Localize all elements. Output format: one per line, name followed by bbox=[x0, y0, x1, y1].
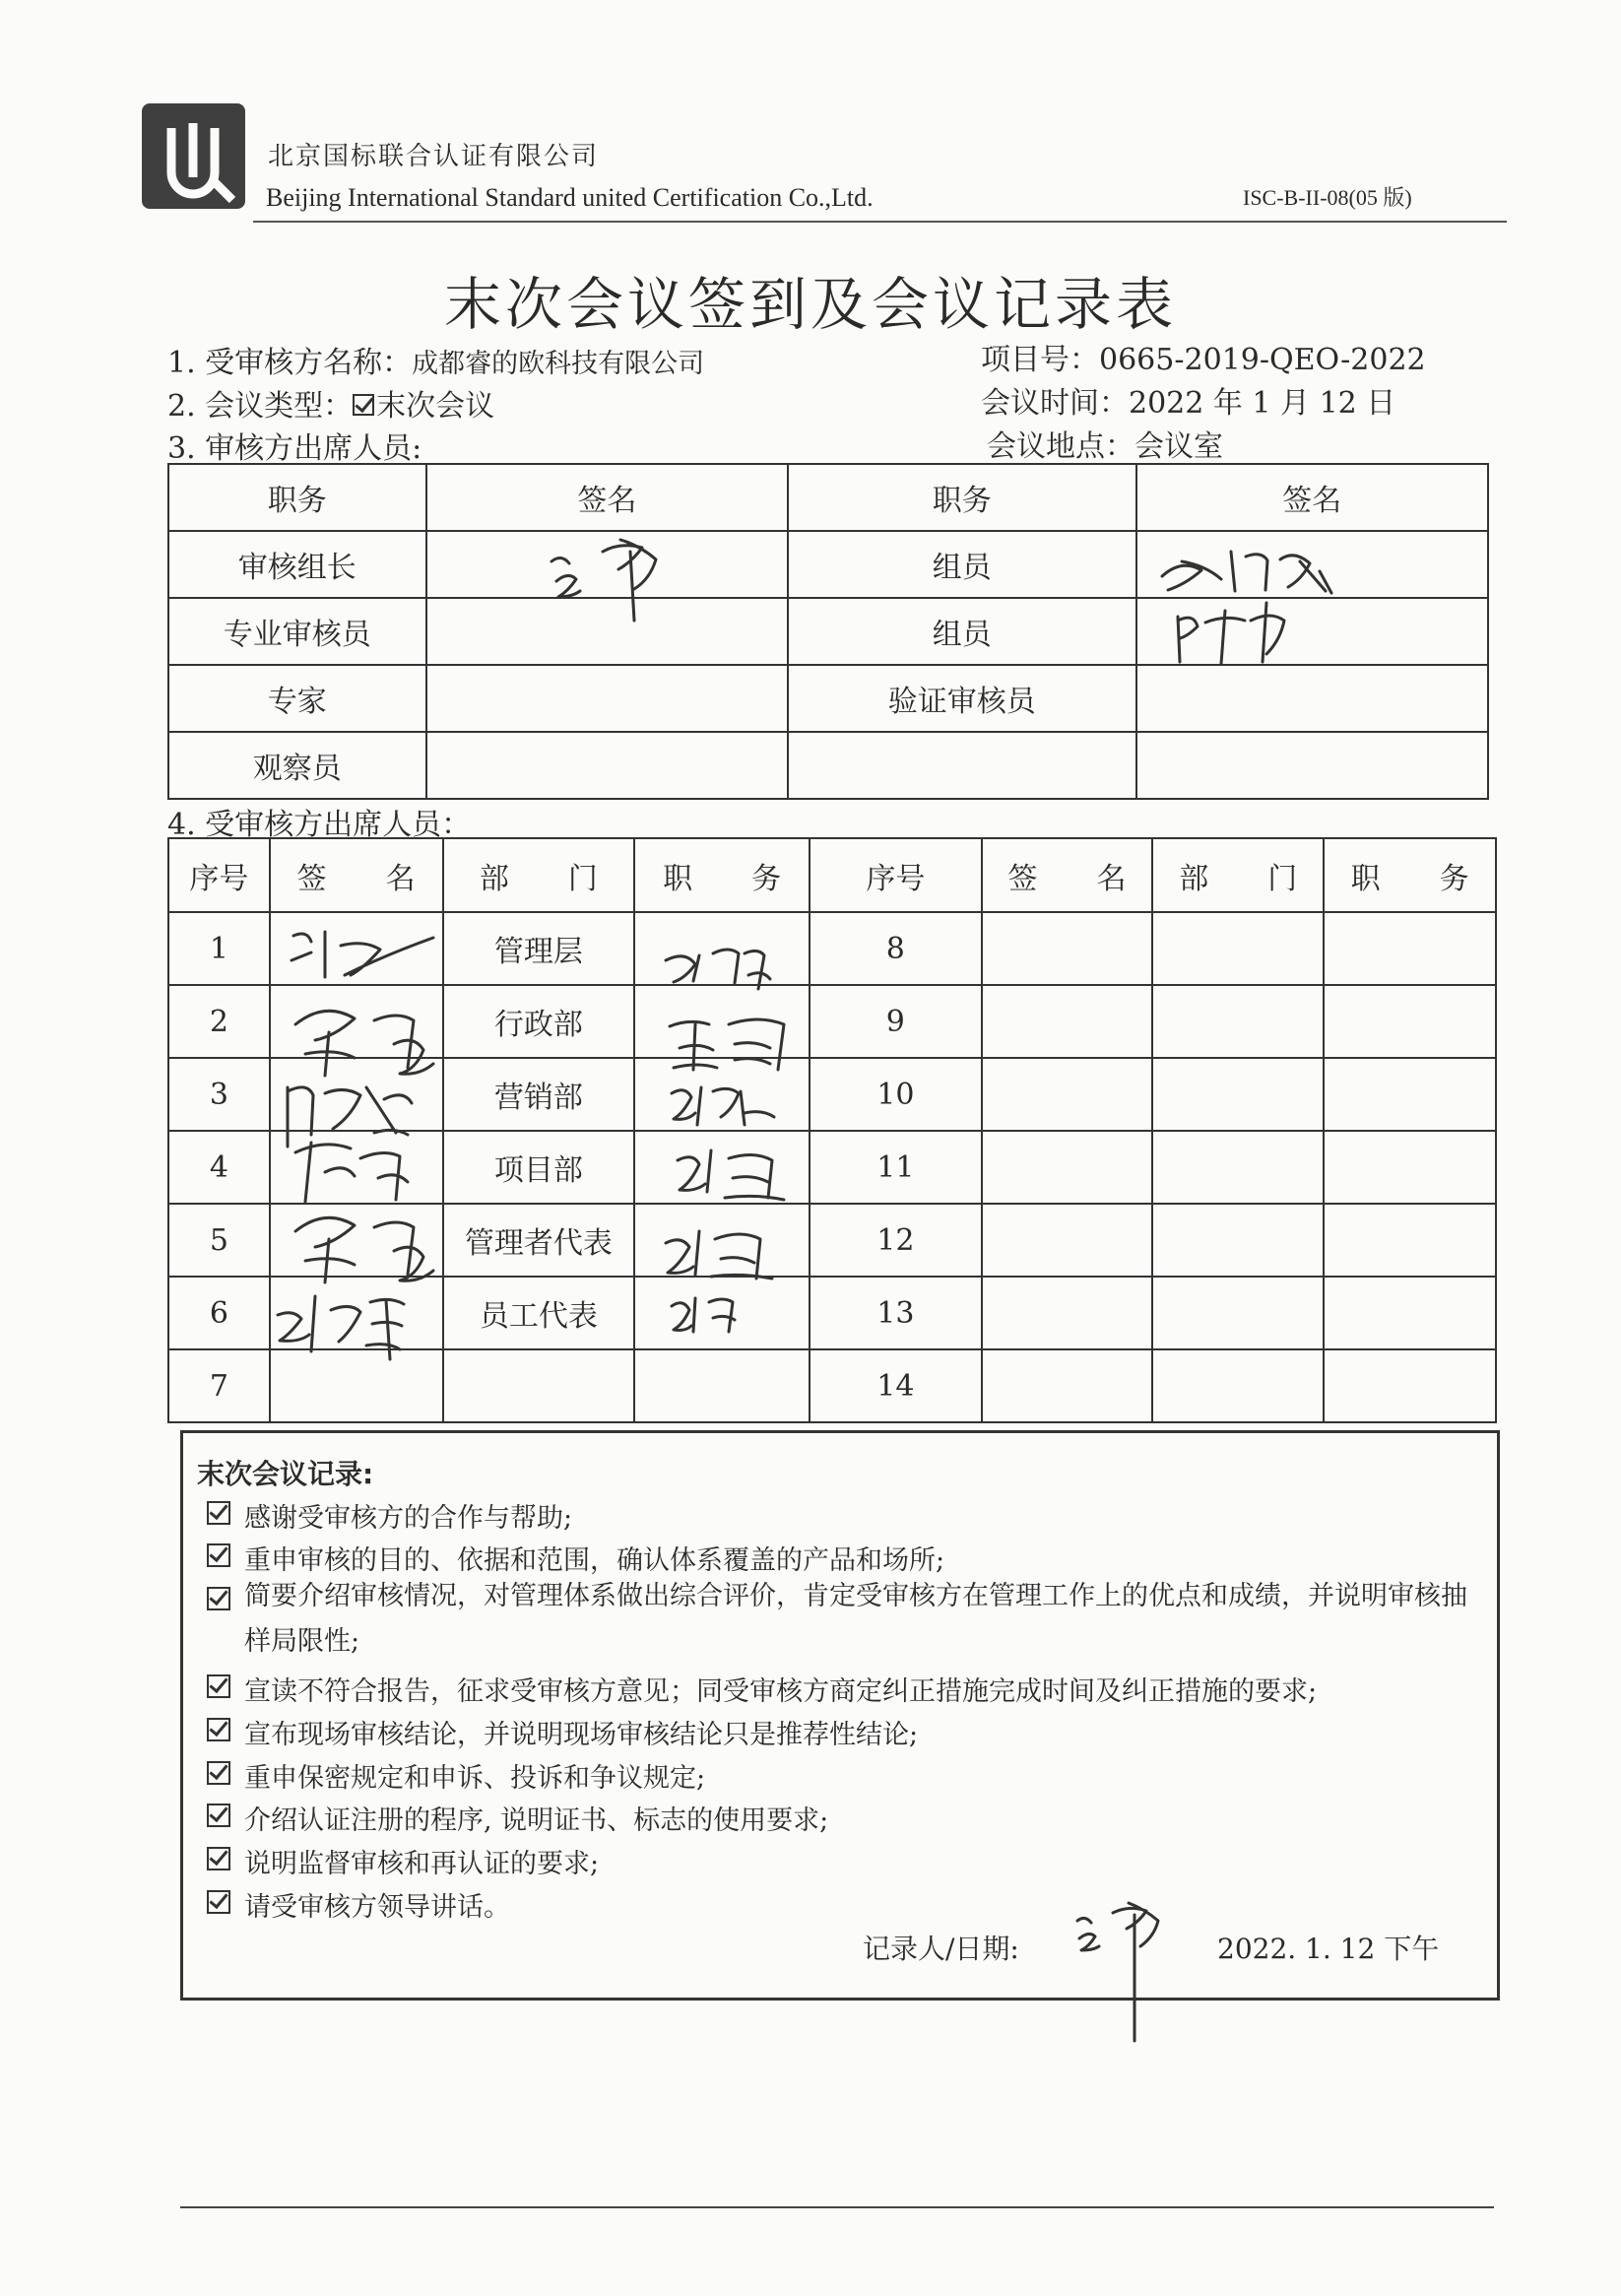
signature-row-2 bbox=[295, 1011, 433, 1076]
role-cell: 组员 bbox=[788, 598, 1135, 665]
header-cell: 序号 bbox=[168, 838, 270, 912]
header-cell: 职务 bbox=[788, 464, 1135, 531]
auditee-label: 1. 受审核方名称： bbox=[167, 346, 413, 380]
department-cell: 营销部 bbox=[443, 1058, 635, 1131]
recorder-date: 2022. 1. 12 下午 bbox=[1217, 1933, 1440, 1965]
auditee-value: 成都睿的欧科技有限公司 bbox=[412, 349, 705, 379]
position-sig-1 bbox=[666, 950, 770, 989]
seq-cell: 13 bbox=[810, 1277, 982, 1349]
department-cell: 员工代表 bbox=[443, 1277, 635, 1349]
record-item-text: 宣布现场审核结论，并说明现场审核结论只是推荐性结论; bbox=[244, 1720, 919, 1750]
seq-cell: 7 bbox=[168, 1349, 270, 1422]
signature-row-3 bbox=[288, 1087, 412, 1147]
department-cell: 管理者代表 bbox=[443, 1204, 635, 1277]
meeting-place-label: 会议地点： bbox=[987, 429, 1135, 464]
seq-cell: 2 bbox=[168, 985, 270, 1058]
record-item-text: 感谢受审核方的合作与帮助; bbox=[244, 1503, 573, 1534]
signature-row-1 bbox=[292, 932, 433, 977]
header-cell: 职务 bbox=[168, 464, 426, 531]
record-item-text: 简要介绍审核情况，对管理体系做出综合评价，肯定受审核方在管理工作上的优点和成绩，并说明审核抽样局限性; bbox=[244, 1581, 1467, 1657]
position-sig-2 bbox=[670, 1019, 784, 1070]
header-cell: 职 务 bbox=[1324, 838, 1496, 912]
header-cell: 签名 bbox=[426, 464, 788, 531]
header-cell: 签 名 bbox=[270, 838, 443, 912]
meeting-type-label: 2. 会议类型： bbox=[167, 389, 354, 424]
seq-cell: 4 bbox=[168, 1131, 270, 1204]
signature-member-2 bbox=[1178, 603, 1284, 664]
company-name-cn: 北京国标联合认证有限公司 bbox=[268, 142, 600, 171]
meeting-type-value: 末次会议 bbox=[376, 389, 495, 424]
seq-cell: 14 bbox=[810, 1349, 982, 1422]
position-sig-3 bbox=[672, 1087, 774, 1125]
record-item-text: 宣读不符合报告，征求受审核方意见；同受审核方商定纠正措施完成时间及纠正措施的要求; bbox=[244, 1676, 1318, 1707]
auditor-attendees-label: 3. 审核方出席人员: bbox=[167, 431, 422, 466]
company-name-en: Beijing International Standard united Certification Co.,Ltd. bbox=[266, 183, 874, 212]
project-value: 0665-2019-QEO-2022 bbox=[1099, 343, 1426, 377]
seq-cell: 1 bbox=[168, 912, 270, 985]
seq-cell: 11 bbox=[810, 1131, 982, 1204]
department-cell: 管理层 bbox=[443, 912, 635, 985]
seq-cell: 10 bbox=[810, 1058, 982, 1131]
record-title: 末次会议记录: bbox=[197, 1458, 374, 1490]
auditee-attendees-label: 4. 受审核方出席人员： bbox=[167, 808, 472, 842]
role-cell: 专家 bbox=[168, 665, 426, 732]
signature-row-4 bbox=[295, 1143, 408, 1202]
role-cell: 验证审核员 bbox=[788, 665, 1135, 732]
seq-cell: 3 bbox=[168, 1058, 270, 1131]
record-item-text: 介绍认证注册的程序, 说明证书、标志的使用要求; bbox=[244, 1805, 829, 1836]
document-code: ISC-B-II-08(05 版) bbox=[1243, 185, 1412, 210]
header-cell: 部 门 bbox=[443, 838, 635, 912]
record-item-text: 请受审核方领导讲话。 bbox=[244, 1892, 510, 1923]
record-item-text: 重申保密规定和申诉、投诉和争议规定; bbox=[244, 1763, 706, 1794]
meeting-place-value: 会议室 bbox=[1135, 429, 1223, 464]
project-label: 项目号： bbox=[981, 343, 1099, 377]
signature-row-5 bbox=[295, 1217, 433, 1282]
seq-cell: 6 bbox=[168, 1277, 270, 1349]
role-cell: 专业审核员 bbox=[168, 598, 426, 665]
position-sig-5 bbox=[666, 1231, 772, 1279]
record-item-text: 说明监督审核和再认证的要求; bbox=[244, 1849, 600, 1879]
role-cell: 组员 bbox=[788, 531, 1135, 598]
signature-member-1 bbox=[1162, 552, 1331, 593]
signature-recorder bbox=[1077, 1903, 1158, 2041]
department-cell: 项目部 bbox=[443, 1131, 635, 1204]
signature-row-6 bbox=[278, 1296, 404, 1359]
meeting-time-label: 会议时间： bbox=[981, 386, 1129, 421]
header-cell: 职 务 bbox=[634, 838, 810, 912]
signature-lead-auditor bbox=[551, 540, 656, 621]
seq-cell: 12 bbox=[810, 1204, 982, 1277]
role-cell: 观察员 bbox=[168, 732, 426, 799]
position-sig-4 bbox=[678, 1150, 784, 1200]
seq-cell: 9 bbox=[810, 985, 982, 1058]
header-cell: 签 名 bbox=[982, 838, 1153, 912]
header-cell: 部 门 bbox=[1152, 838, 1324, 912]
header-cell: 序号 bbox=[810, 838, 982, 912]
recorder-label: 记录人/日期: bbox=[863, 1933, 1019, 1965]
meeting-time-value: 2022 年 1 月 12 日 bbox=[1129, 386, 1396, 421]
record-item-text: 重申审核的目的、依据和范围，确认体系覆盖的产品和场所; bbox=[244, 1545, 945, 1576]
form-title: 末次会议签到及会议记录表 bbox=[443, 271, 1177, 338]
role-cell: 审核组长 bbox=[168, 531, 426, 598]
department-cell: 行政部 bbox=[443, 985, 635, 1058]
position-sig-6 bbox=[672, 1298, 735, 1332]
seq-cell: 8 bbox=[810, 912, 982, 985]
seq-cell: 5 bbox=[168, 1204, 270, 1277]
header-cell: 签名 bbox=[1136, 464, 1488, 531]
